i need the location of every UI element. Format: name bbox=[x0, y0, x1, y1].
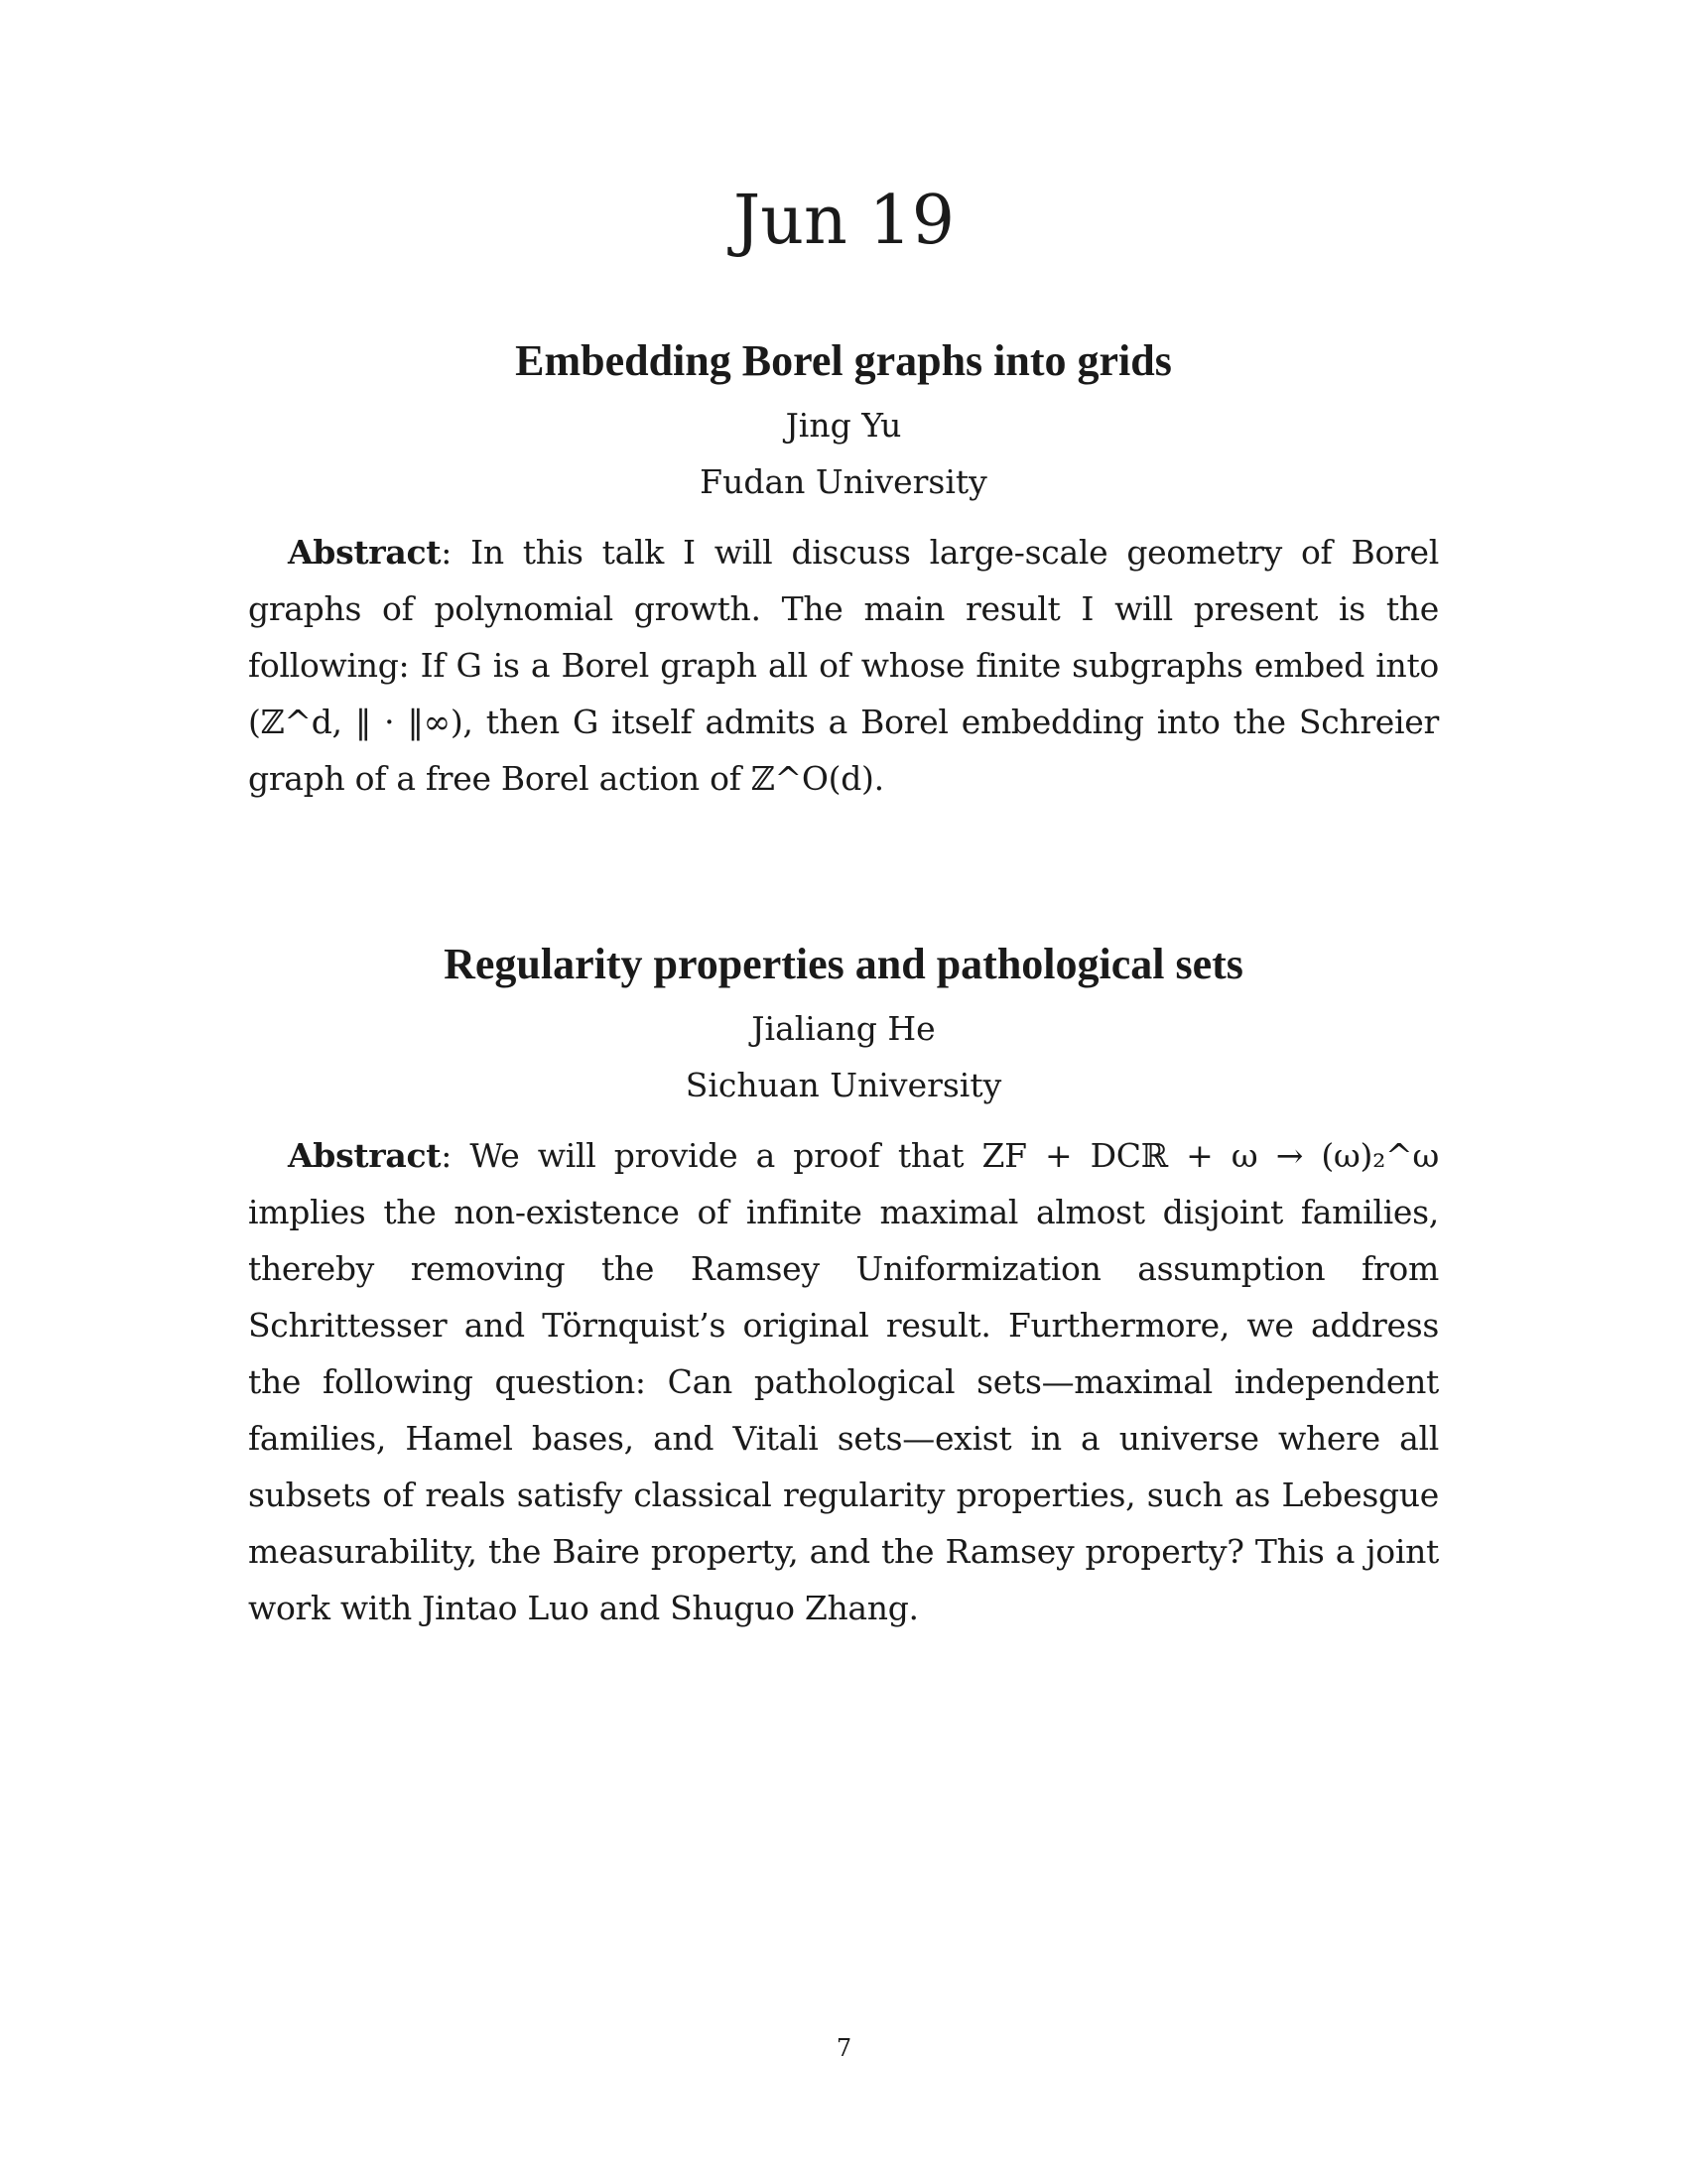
speaker-name: Jing Yu bbox=[785, 406, 902, 445]
talk-title: Regularity properties and pathological sets bbox=[444, 940, 1243, 988]
talk-2 bbox=[248, 937, 1439, 1636]
abstract-text: In this talk I will discuss large-scale geometry of Borel graphs of polynomial growth. The main result I will present is the following: If G is a Borel graph all of whose finite subgraphs embed into (ℤ^d, ‖ · ‖∞), then G itself admits a Borel embedding into the Schreier graph of a free Borel action of ℤ^O(d). bbox=[248, 533, 1439, 798]
talk-title: Embedding Borel graphs into grids bbox=[515, 336, 1172, 385]
speaker-affiliation: Sichuan University bbox=[685, 1066, 1002, 1104]
abstract-text: We will provide a proof that ZF + DCℝ + ω → (ω)₂^ω implies the non-existence of infinite maximal almost disjoint families, thereby removing the Ramsey Uniformization assumption from Schrittesser and Törnquist’s original result. Furthermore, we address the following question: Can pathological sets—maximal independent families, Hamel bases, and Vitali sets—exist in a universe where all subsets of reals satisfy classical regularity properties, such as Lebesgue measurability, the Baire property, and the Ramsey property? This a joint work with Jintao Luo and Shuguo Zhang. bbox=[248, 1136, 1439, 1627]
abstract-label: Abstract bbox=[288, 533, 442, 572]
speaker-name: Jialiang He bbox=[751, 1009, 936, 1048]
abstract-label: Abstract bbox=[288, 1136, 442, 1175]
page-title: Jun 19 bbox=[733, 182, 955, 260]
speaker-affiliation: Fudan University bbox=[700, 462, 987, 501]
page-number: 7 bbox=[836, 2034, 852, 2062]
abstract: Abstract: In this talk I will discuss large-scale geometry of Borel graphs of polynomial growth. The main result I will present is the following: If G is a Borel graph all of whose finite subgraphs embed into (ℤ^d, ‖ · ‖∞), then G itself admits a Borel embedding into the Schreier graph of a free Borel action of ℤ^O(d). bbox=[248, 533, 1439, 798]
abstract: Abstract: We will provide a proof that ZF + DCℝ + ω → (ω)₂^ω implies the non-existence of infinite maximal almost disjoint families, thereby removing the Ramsey Uniformization assumption from Schrittesser and Törnquist’s original result. Furthermore, we address the following question: Can pathological sets—maximal independent families, Hamel bases, and Vitali sets—exist in a universe where all subsets of reals satisfy classical regularity properties, such as Lebesgue measurability, the Baire property, and the Ramsey property? This a joint work with Jintao Luo and Shuguo Zhang. bbox=[248, 1136, 1439, 1627]
talk-1 bbox=[248, 333, 1439, 807]
